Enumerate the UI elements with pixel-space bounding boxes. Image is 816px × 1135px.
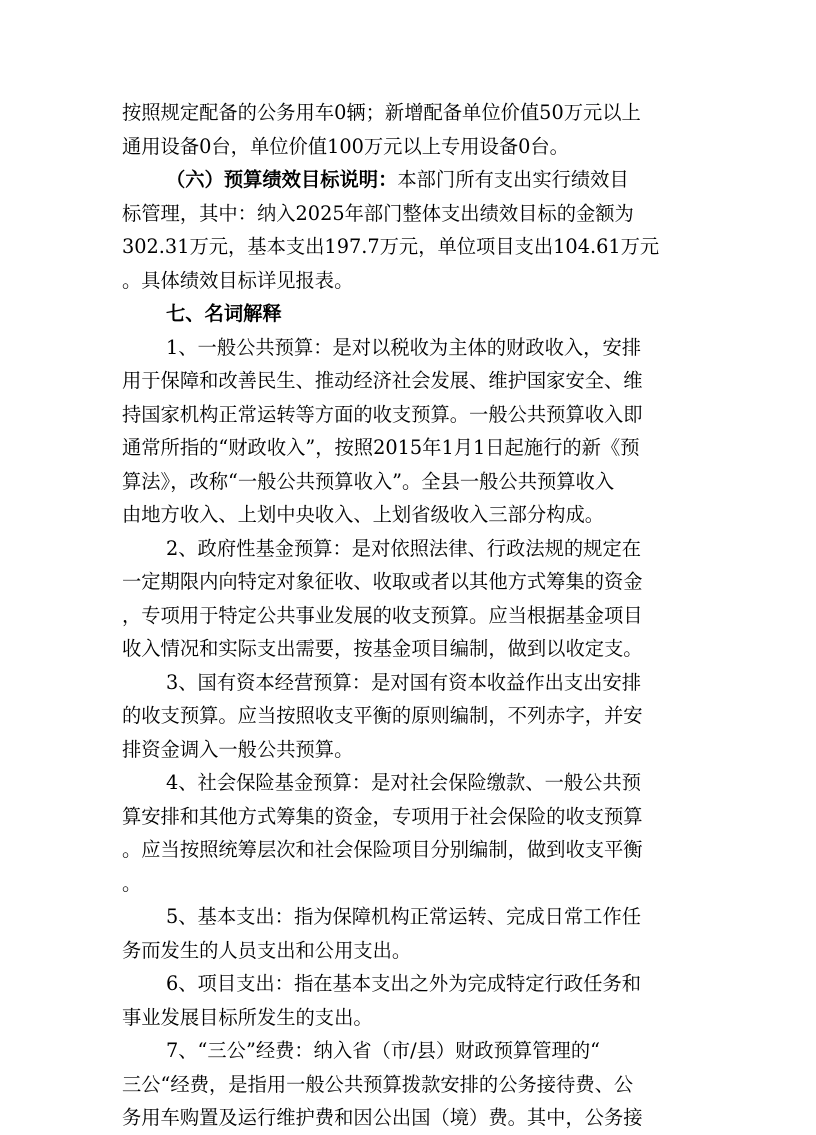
- document-page: [122, 96, 699, 1135]
- text-line: [122, 498, 699, 532]
- line-text: 持国家机构正常运转等方面的收支预算。一般公共预算收入即: [122, 402, 643, 426]
- line-text: 一定期限内向特定对象征收、收取或者以其他方式筹集的资金: [122, 570, 643, 593]
- line-text: 。: [122, 871, 142, 895]
- text-line: [122, 800, 699, 834]
- text-line: [122, 733, 699, 767]
- text-line: [122, 331, 699, 365]
- line-text: 2、政府性基金预算：是对依照法律、行政法规的规定在: [166, 536, 642, 560]
- line-text: 标管理，其中：纳入2025年部门整体支出绩效目标的金额为: [122, 201, 634, 225]
- line-text: 由地方收入、上划中央收入、上划省级收入三部分构成。: [122, 503, 605, 526]
- line-text: 4、社会保险基金预算：是对社会保险缴款、一般公共预: [166, 771, 642, 794]
- text-line: [122, 766, 699, 800]
- text-line: [122, 632, 699, 666]
- text-line: [122, 900, 699, 934]
- line-text: 排资金调入一般公共预算。: [122, 737, 354, 761]
- line-text: 按照规定配备的公务用车0辆；新增配备单位价值50万元以上: [122, 101, 641, 124]
- line-text: 通用设备0台，单位价值100万元以上专用设备0台。: [122, 134, 569, 158]
- line-text: 三公“经费，是指用一般公共预算拨款安排的公务接待费、公: [122, 1072, 634, 1096]
- text-line: [122, 364, 699, 398]
- text-line: [122, 197, 699, 231]
- text-line: [122, 1001, 699, 1035]
- bold-heading: （六）预算绩效目标说明：: [166, 168, 398, 191]
- text-line: [122, 833, 699, 867]
- line-text: 收入情况和实际支出需要，按基金项目编制，做到以收定支。: [122, 637, 643, 660]
- line-text: 本部门所有支出实行绩效目: [397, 168, 629, 191]
- line-text: 6、项目支出：指在基本支出之外为完成特定行政任务和: [166, 972, 642, 995]
- text-line: [122, 1101, 699, 1135]
- line-text: 5、基本支出：指为保障机构正常运转、完成日常工作任: [166, 905, 642, 928]
- text-line: [122, 1034, 699, 1068]
- text-line: [122, 264, 699, 298]
- text-line: [122, 398, 699, 432]
- line-text: 302.31万元，基本支出197.7万元，单位项目支出104.61万元: [122, 235, 660, 258]
- line-text: 务用车购置及运行维护费和因公出国（境）费。其中，公务接: [122, 1106, 643, 1129]
- line-text: 。应当按照统筹层次和社会保险项目分别编制，做到收支平衡: [122, 838, 643, 861]
- line-text: 事业发展目标所发生的支出。: [122, 1005, 373, 1029]
- line-text: 的收支预算。应当按照收支平衡的原则编制，不列赤字，并安: [122, 704, 643, 727]
- text-line: [122, 934, 699, 968]
- text-line: [122, 1068, 699, 1102]
- text-line: [122, 599, 699, 633]
- line-text: 算安排和其他方式筹集的资金，专项用于社会保险的收支预算: [122, 804, 643, 828]
- line-text: 用于保障和改善民生、推动经济社会发展、维护国家安全、维: [122, 369, 643, 392]
- line-text: 3、国有资本经营预算：是对国有资本收益作出支出安排: [166, 670, 642, 694]
- text-line: [122, 297, 699, 331]
- text-line: [122, 867, 699, 901]
- text-line: [122, 532, 699, 566]
- text-line: [122, 163, 699, 197]
- text-line: [122, 699, 699, 733]
- text-line: [122, 465, 699, 499]
- text-line: [122, 230, 699, 264]
- text-line: [122, 967, 699, 1001]
- line-text: 算法》，改称“一般公共预算收入”。全县一般公共预算收入: [122, 469, 615, 493]
- line-text: 7、“三公”经费：纳入省（市/县）财政预算管理的“: [166, 1039, 600, 1062]
- line-text: 1、一般公共预算：是对以税收为主体的财政收入，安排: [166, 335, 642, 359]
- text-line: [122, 96, 699, 130]
- line-text: 通常所指的“财政收入”，按照2015年1月1日起施行的新《预: [122, 436, 640, 459]
- text-line: [122, 431, 699, 465]
- line-text: ，专项用于特定公共事业发展的收支预算。应当根据基金项目: [122, 603, 643, 627]
- text-line: [122, 130, 699, 164]
- bold-heading: 七、名词解释: [166, 302, 282, 325]
- text-line: [122, 565, 699, 599]
- line-text: 务而发生的人员支出和公用支出。: [122, 938, 412, 962]
- text-line: [122, 666, 699, 700]
- line-text: 。具体绩效目标详见报表。: [122, 268, 354, 292]
